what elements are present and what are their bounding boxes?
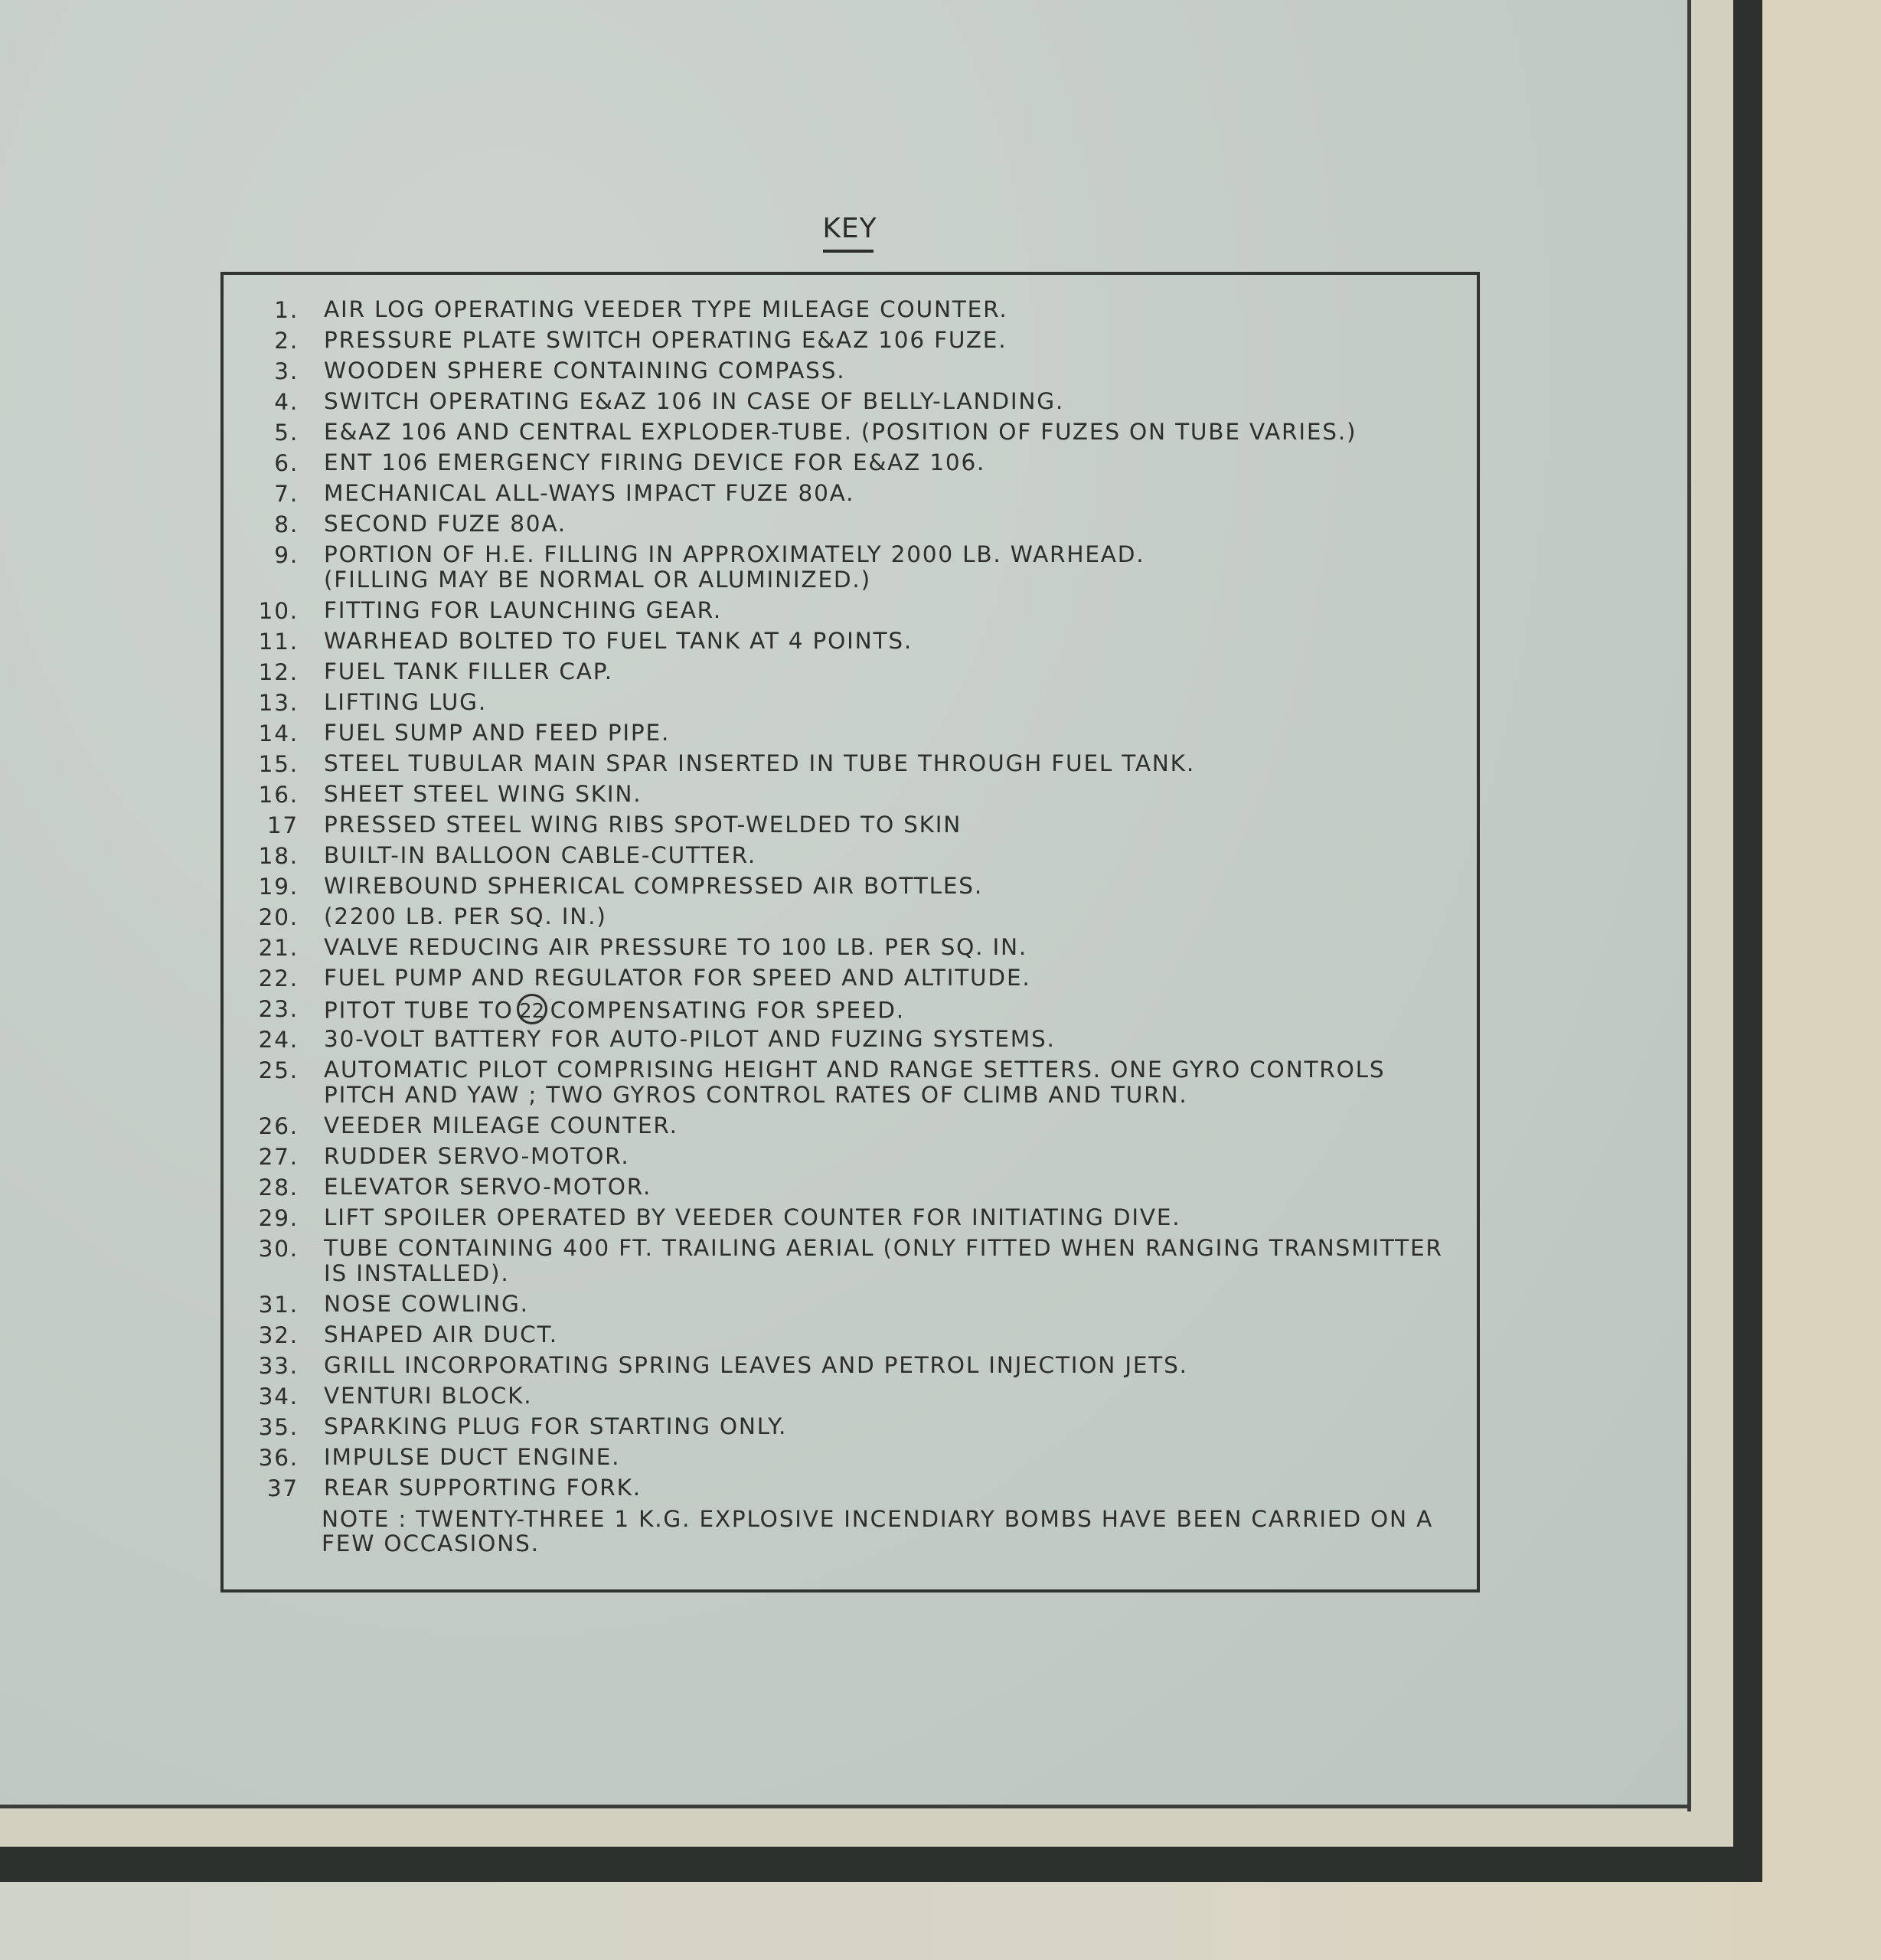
key-entry-number: 23.: [258, 996, 299, 1022]
key-entry-number: 34.: [258, 1383, 299, 1410]
key-entry-text: WARHEAD BOLTED TO FUEL TANK AT 4 POINTS.: [324, 628, 913, 654]
key-entry-number: 19.: [258, 874, 299, 900]
key-entry: [249, 659, 1466, 690]
outer-frame-bottom: [0, 1847, 1762, 1882]
key-entry-number: 29.: [258, 1205, 299, 1231]
key-entry-number: 14.: [258, 720, 299, 746]
key-entry: [249, 782, 1466, 812]
key-entry-text: AIR LOG OPERATING VEEDER TYPE MILEAGE COUNTER.: [324, 296, 1008, 322]
key-entry-number: 33.: [258, 1353, 299, 1379]
key-entry: [249, 812, 1466, 843]
key-entry-text: MECHANICAL ALL-WAYS IMPACT FUZE 80A.: [324, 480, 855, 506]
key-entry-number: 31.: [258, 1292, 299, 1318]
key-entry: [249, 965, 1466, 996]
key-entry: [249, 389, 1466, 420]
key-entry-text: SWITCH OPERATING E&AZ 106 IN CASE OF BELLY-LANDING.: [324, 388, 1065, 414]
key-entry: [249, 511, 1466, 542]
key-entry-number: 15.: [258, 751, 299, 777]
key-heading: KEY: [822, 213, 877, 244]
key-entry-text: ENT 106 EMERGENCY FIRING DEVICE FOR E&AZ 106.: [324, 449, 986, 475]
key-entry-number: 7.: [274, 481, 299, 507]
key-entries-list: [249, 297, 1466, 1506]
key-entry-text: WOODEN SPHERE CONTAINING COMPASS.: [324, 358, 846, 384]
frame-gap-right: [1691, 0, 1733, 1847]
key-entry-number: 37: [266, 1475, 299, 1501]
key-entry-text: IMPULSE DUCT ENGINE.: [324, 1444, 621, 1470]
key-entry: [249, 874, 1466, 904]
key-entry: [249, 1113, 1466, 1144]
key-entry: [249, 481, 1466, 511]
key-entry-text: LIFT SPOILER OPERATED BY VEEDER COUNTER FOR INITIATING DIVE.: [324, 1204, 1181, 1230]
key-entry-number: 4.: [274, 389, 299, 415]
key-entry-text: PORTION OF H.E. FILLING IN APPROXIMATELY 2000 LB. WARHEAD. (FILLING MAY BE NORMAL OR ALUMINIZED.): [324, 541, 1145, 593]
key-note: NOTE : TWENTY-THREE 1 K.G. EXPLOSIVE INCENDIARY BOMBS HAVE BEEN CARRIED ON A FEW OCCASIONS.: [322, 1506, 1434, 1557]
key-entry-number: 36.: [258, 1445, 299, 1471]
key-entry: [249, 751, 1466, 782]
key-entry-number: 32.: [258, 1322, 299, 1348]
key-entry-text-after: COMPENSATING FOR SPEED.: [550, 997, 905, 1024]
key-entry-text: FUEL PUMP AND REGULATOR FOR SPEED AND ALTITUDE.: [324, 965, 1031, 991]
key-entry-text: SHEET STEEL WING SKIN.: [324, 781, 642, 807]
circled-reference: 22: [517, 994, 547, 1024]
key-entry: [249, 629, 1466, 659]
key-entry-text: NOSE COWLING.: [324, 1291, 529, 1317]
key-entry: [249, 542, 1466, 598]
key-entry-text: PRESSED STEEL WING RIBS SPOT-WELDED TO SKIN: [324, 812, 962, 838]
key-entry-text: AUTOMATIC PILOT COMPRISING HEIGHT AND RANGE SETTERS. ONE GYRO CONTROLS PITCH AND YAW ; TWO GYROS CONTROL RATES OF CLIMB AND TURN.: [324, 1057, 1386, 1108]
key-entry-text: GRILL INCORPORATING SPRING LEAVES AND PETROL INJECTION JETS.: [324, 1352, 1188, 1378]
key-entry: [249, 690, 1466, 720]
key-entry-number: 17: [266, 812, 299, 838]
key-entry: [249, 1027, 1466, 1057]
key-entry-number: 18.: [258, 843, 299, 869]
frame-gap-bottom: [0, 1808, 1733, 1847]
key-entry-text: WIREBOUND SPHERICAL COMPRESSED AIR BOTTLES.: [324, 873, 983, 899]
key-entry: [249, 1353, 1466, 1383]
key-entry-number: 1.: [274, 297, 299, 323]
key-entry: [249, 1205, 1466, 1236]
key-entry-number: 6.: [274, 450, 299, 476]
key-entry-text: PRESSURE PLATE SWITCH OPERATING E&AZ 106 FUZE.: [324, 327, 1007, 353]
key-entry: [249, 996, 1466, 1027]
key-entry: [249, 904, 1466, 935]
key-entry-text: SPARKING PLUG FOR STARTING ONLY.: [324, 1413, 788, 1439]
key-entry-number: 27.: [258, 1144, 299, 1170]
key-entry-number: 28.: [258, 1174, 299, 1200]
key-heading-underline: [823, 250, 874, 253]
key-entry-number: 30.: [258, 1236, 299, 1262]
key-entry: [249, 1322, 1466, 1353]
key-entry-text: BUILT-IN BALLOON CABLE-CUTTER.: [324, 842, 757, 868]
key-entry: [249, 1144, 1466, 1174]
key-entry-text: TUBE CONTAINING 400 FT. TRAILING AERIAL (ONLY FITTED WHEN RANGING TRANSMITTER IS INSTALLED).: [324, 1235, 1443, 1286]
key-entry: [249, 450, 1466, 481]
key-entry: [249, 358, 1466, 389]
key-entry: [249, 598, 1466, 629]
key-entry-text: FUEL TANK FILLER CAP.: [324, 658, 613, 684]
key-entry-number: 21.: [258, 935, 299, 961]
key-entry-number: 8.: [274, 511, 299, 537]
key-entry-text: ELEVATOR SERVO-MOTOR.: [324, 1174, 652, 1200]
key-entry-number: 10.: [258, 598, 299, 624]
key-entry-number: 3.: [274, 358, 299, 384]
key-entry: [249, 1057, 1466, 1113]
key-entry: [249, 720, 1466, 751]
key-entry-number: 11.: [258, 629, 299, 655]
key-entry-text: 30-VOLT BATTERY FOR AUTO-PILOT AND FUZING SYSTEMS.: [324, 1026, 1056, 1052]
key-entry-number: 25.: [258, 1057, 299, 1083]
key-entry-text: REAR SUPPORTING FORK.: [324, 1475, 642, 1501]
key-entry-number: 22.: [258, 965, 299, 991]
key-entry: [249, 843, 1466, 874]
key-entry-number: 9.: [274, 542, 299, 568]
outer-frame-right: [1733, 0, 1762, 1882]
key-entry-number: 20.: [258, 904, 299, 930]
key-entry-text: LIFTING LUG.: [324, 689, 488, 715]
key-entry-text: VALVE REDUCING AIR PRESSURE TO 100 LB. PER SQ. IN.: [324, 934, 1028, 960]
key-entry-number: 5.: [274, 420, 299, 446]
key-entry: [249, 328, 1466, 358]
key-entry-number: 24.: [258, 1027, 299, 1053]
key-entry: [249, 1292, 1466, 1322]
key-entry-text: VEEDER MILEAGE COUNTER.: [324, 1112, 678, 1138]
key-entry-number: 13.: [258, 690, 299, 716]
key-entry-text-before: PITOT TUBE TO: [324, 997, 514, 1024]
key-entry-text: E&AZ 106 AND CENTRAL EXPLODER-TUBE. (POSITION OF FUZES ON TUBE VARIES.): [324, 419, 1357, 445]
key-entry-text: FUEL SUMP AND FEED PIPE.: [324, 720, 671, 746]
key-entry-text: STEEL TUBULAR MAIN SPAR INSERTED IN TUBE THROUGH FUEL TANK.: [324, 750, 1195, 776]
key-entry: [249, 1236, 1466, 1292]
key-entry-text: SHAPED AIR DUCT.: [324, 1321, 558, 1348]
key-entry-text: FITTING FOR LAUNCHING GEAR.: [324, 597, 723, 623]
key-entry: [249, 297, 1466, 328]
key-entry-number: 2.: [274, 328, 299, 354]
inner-frame-bottom: [0, 1805, 1691, 1808]
key-entry-text: VENTURI BLOCK.: [324, 1383, 533, 1409]
key-entry: [249, 935, 1466, 965]
key-entry: [249, 1383, 1466, 1414]
key-entry-number: 12.: [258, 659, 299, 685]
key-entry-number: 26.: [258, 1113, 299, 1139]
inner-frame-right: [1687, 0, 1691, 1811]
key-entry-text: SECOND FUZE 80A.: [324, 511, 567, 537]
key-entry-text: [299, 996, 905, 1027]
key-entry: [249, 420, 1466, 450]
key-entry-text: (2200 LB. PER SQ. IN.): [324, 903, 607, 929]
key-entry: [249, 1445, 1466, 1475]
key-entry: [249, 1475, 1466, 1506]
key-entry-number: 35.: [258, 1414, 299, 1440]
key-entry-number: 16.: [258, 782, 299, 808]
key-entry-text: RUDDER SERVO-MOTOR.: [324, 1143, 630, 1169]
key-entry: [249, 1174, 1466, 1205]
key-entry: [249, 1414, 1466, 1445]
